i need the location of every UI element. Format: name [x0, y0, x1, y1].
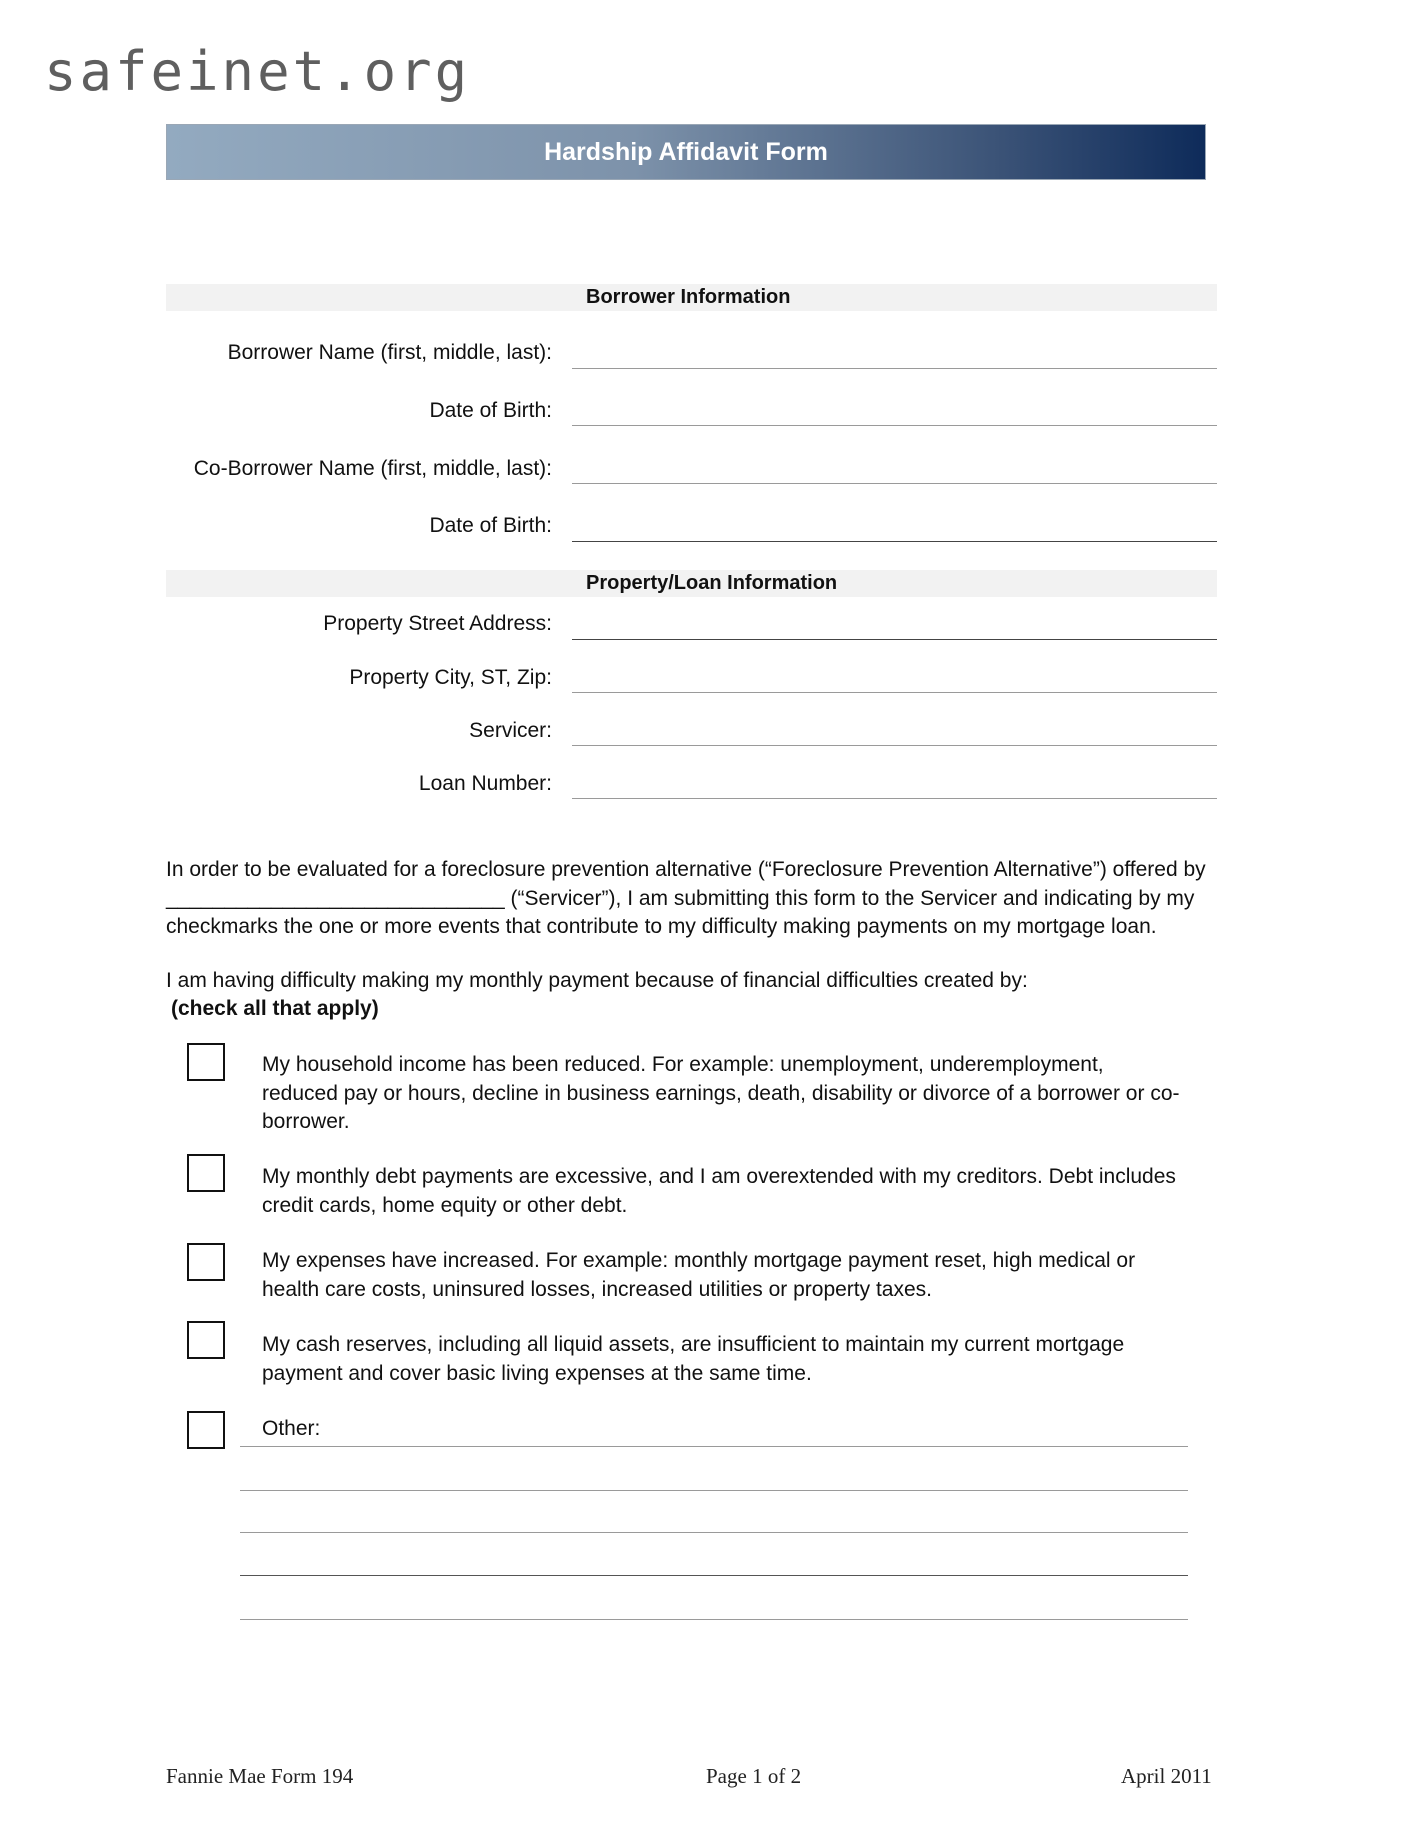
coborrower-dob-label: Date of Birth:: [429, 514, 552, 537]
other-explanation-line-2[interactable]: [240, 1490, 1188, 1491]
borrower-section-header: [166, 284, 1217, 311]
other-hardship-checkbox[interactable]: [187, 1411, 225, 1449]
servicer-field[interactable]: [572, 745, 1217, 746]
other-hardship-label: Other:: [262, 1417, 321, 1440]
check-instruction: (check all that apply): [171, 997, 379, 1020]
expenses-increased-text: My expenses have increased. For example: monthly mortgage payment reset, high medical or health care costs, uninsured losses, increased utilities or property taxes.: [262, 1249, 1136, 1301]
borrower-name-label: Borrower Name (first, middle, last):: [227, 341, 552, 364]
footer-form-id: Fannie Mae Form 194: [166, 1764, 354, 1788]
insufficient-reserves-checkbox[interactable]: [187, 1321, 225, 1359]
footer-page-number: Page 1 of 2: [706, 1764, 802, 1788]
difficulty-statement: I am having difficulty making my monthly payment because of financial difficulties created by:: [166, 969, 1028, 992]
property-street-label: Property Street Address:: [323, 612, 552, 635]
property-street-field[interactable]: [572, 639, 1217, 640]
intro-line-2: _____________________________ (“Servicer”), I am submitting this form to the Servicer and indicating by my: [166, 886, 1195, 910]
other-explanation-line-1[interactable]: [240, 1446, 1188, 1447]
borrower-dob-field[interactable]: [572, 425, 1217, 426]
loan-number-field[interactable]: [572, 798, 1217, 799]
income-reduced-text: My household income has been reduced. For example: unemployment, underemployment, reduced pay or hours, decline in business earnings, death, disability or divorce of a borrower or co-borrower.: [262, 1053, 1180, 1133]
other-explanation-line-4[interactable]: [240, 1575, 1188, 1576]
coborrower-name-label: Co-Borrower Name (first, middle, last):: [193, 457, 552, 480]
property-section-title: Property/Loan Information: [586, 572, 838, 594]
watermark: safeinet.org: [44, 40, 471, 103]
footer-date: April 2011: [1121, 1764, 1212, 1788]
insufficient-reserves-text: My cash reserves, including all liquid assets, are insufficient to maintain my current mortgage payment and cover basic living expenses at the same time.: [262, 1333, 1125, 1385]
property-city-label: Property City, ST, Zip:: [349, 666, 552, 689]
intro-line-1: In order to be evaluated for a foreclosure prevention alternative (“Foreclosure Prevention Alternative”) offered by: [166, 858, 1206, 881]
income-reduced-checkbox[interactable]: [187, 1043, 225, 1081]
form-title-banner: [166, 124, 1206, 180]
intro-paragraph: [166, 856, 1245, 942]
expenses-increased-checkbox[interactable]: [187, 1243, 225, 1281]
other-explanation-line-3[interactable]: [240, 1532, 1188, 1533]
borrower-section-title: Borrower Information: [586, 286, 791, 308]
coborrower-dob-field[interactable]: [572, 541, 1217, 542]
loan-number-label: Loan Number:: [418, 772, 552, 795]
excessive-debt-text: My monthly debt payments are excessive, and I am overextended with my creditors. Debt includes credit cards, home equity or other debt.: [262, 1165, 1176, 1217]
property-section-header: [166, 570, 1217, 597]
intro-line-3: checkmarks the one or more events that contribute to my difficulty making payments on my mortgage loan.: [166, 915, 1157, 938]
other-explanation-line-5[interactable]: [240, 1619, 1188, 1620]
coborrower-name-field[interactable]: [572, 483, 1217, 484]
property-city-field[interactable]: [572, 692, 1217, 693]
form-title: Hardship Affidavit Form: [544, 137, 828, 166]
borrower-dob-label: Date of Birth:: [429, 399, 552, 422]
borrower-name-field[interactable]: [572, 368, 1217, 369]
excessive-debt-checkbox[interactable]: [187, 1154, 225, 1192]
servicer-label: Servicer:: [469, 719, 552, 742]
